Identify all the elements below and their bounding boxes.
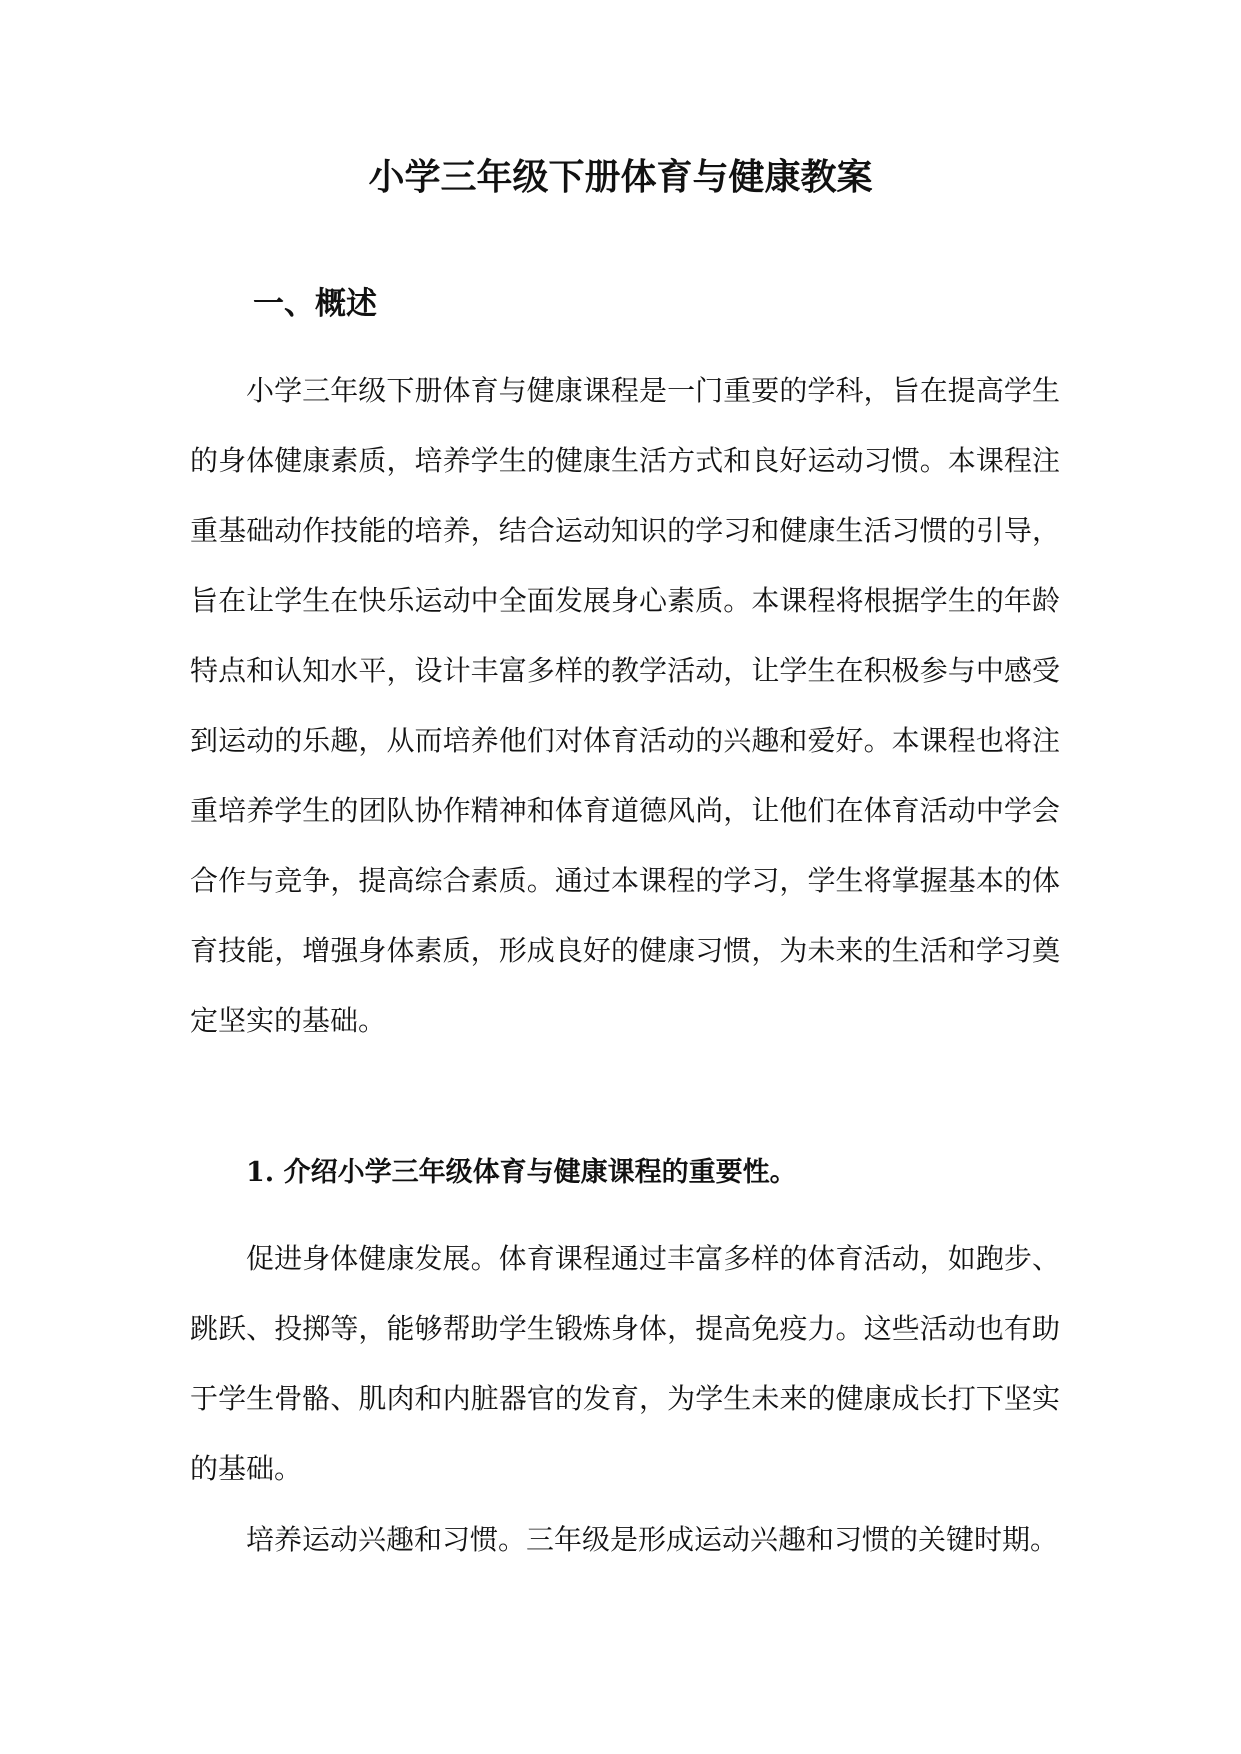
- importance-paragraph-interest: 培养运动兴趣和习惯。三年级是形成运动兴趣和习惯的关键时期。: [246, 1523, 1059, 1556]
- section-heading-overview: 一、概述: [253, 286, 377, 322]
- document-title: 小学三年级下册体育与健康教案: [368, 156, 873, 198]
- subsection-heading-importance: 1. 介绍小学三年级体育与健康课程的重要性。: [246, 1157, 797, 1188]
- importance-paragraph-health: 促进身体健康发展。体育课程通过丰富多样的体育活动，如跑步、跳跃、投掷等，能够帮助学生锻炼身体，提高免疫力。这些活动也有助于学生骨骼、肌肉和内脏器官的发育，为学生未来的健康成长打下坚实的基础。: [190, 1242, 1060, 1485]
- overview-paragraph: 小学三年级下册体育与健康课程是一门重要的学科，旨在提高学生的身体健康素质，培养学生的健康生活方式和良好运动习惯。本课程注重基础动作技能的培养，结合运动知识的学习和健康生活习惯的引导，旨在让学生在快乐运动中全面发展身心素质。本课程将根据学生的年龄特点和认知水平，设计丰富多样的教学活动，让学生在积极参与中感受到运动的乐趣，从而培养他们对体育活动的兴趣和爱好。本课程也将注重培养学生的团队协作精神和体育道德风尚，让他们在体育活动中学会合作与竞争，提高综合素质。通过本课程的学习，学生将掌握基本的体育技能，增强身体素质，形成良好的健康习惯，为未来的生活和学习奠定坚实的基础。: [190, 374, 1060, 1037]
